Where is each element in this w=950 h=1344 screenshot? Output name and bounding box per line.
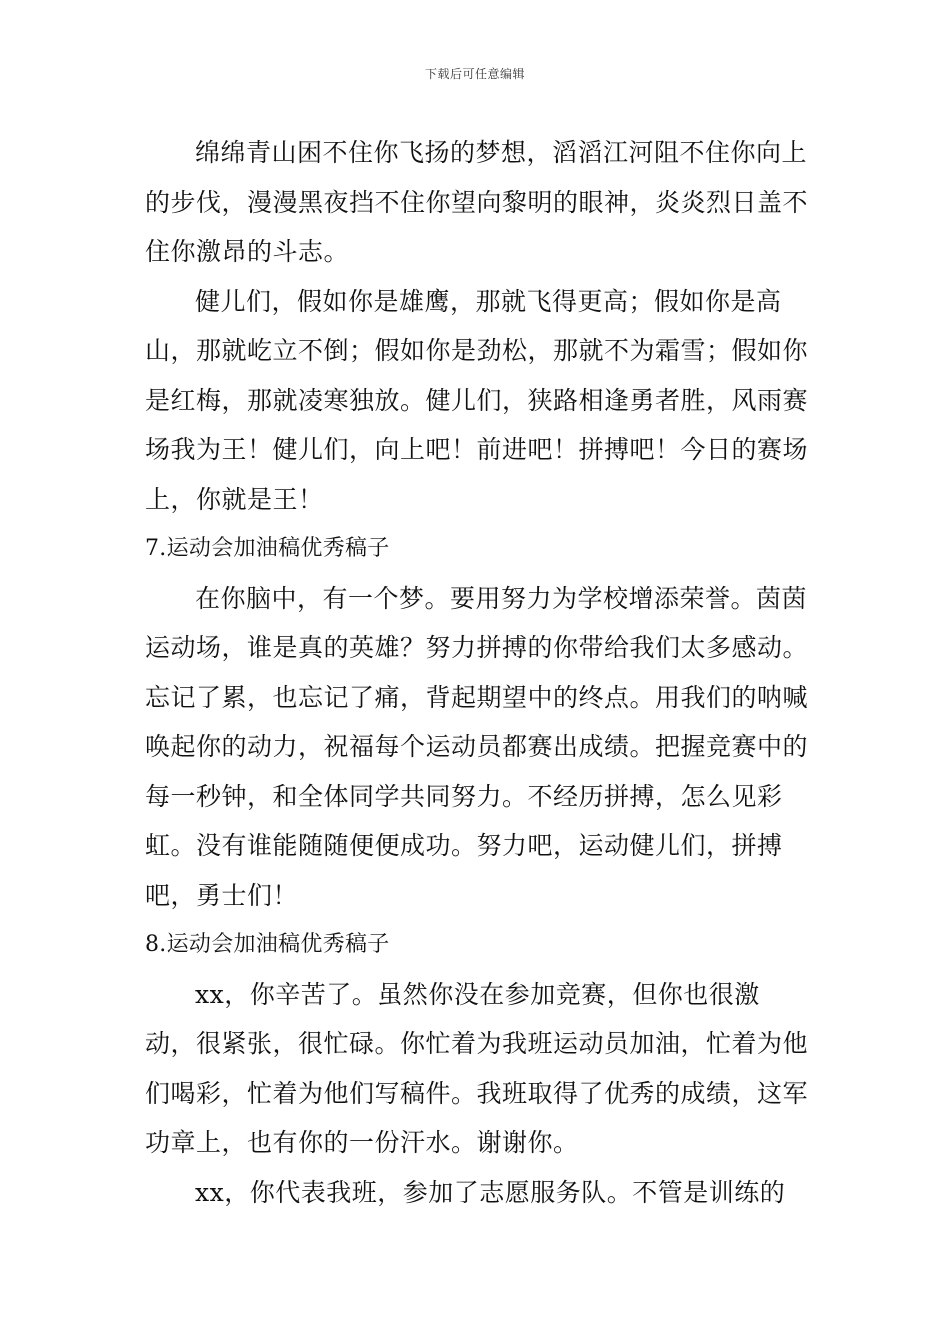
- paragraph: 健儿们，假如你是雄鹰，那就飞得更高；假如你是高山，那就屹立不倒；假如你是劲松，那就不为霜雪；假如你是红梅，那就凌寒独放。健儿们，狭路相逢勇者胜，风雨赛场我为王！健儿们，向上吧！前进吧！拼搏吧！今日的赛场上，你就是王！: [145, 286, 809, 514]
- paragraph: xx，你辛苦了。虽然你没在参加竞赛，但你也很激动，很紧张，很忙碌。你忙着为我班运动员加油，忙着为他们喝彩，忙着为他们写稿件。我班取得了优秀的成绩，这军功章上，也有你的一份汗水。谢谢你。: [145, 979, 809, 1157]
- paragraph: xx，你代表我班，参加了志愿服务队。不管是训练的: [195, 1177, 786, 1207]
- section-heading: 7.运动会加油稿优秀稿子: [145, 536, 390, 561]
- document-body: [145, 128, 810, 1217]
- paragraph: 在你脑中，有一个梦。要用努力为学校增添荣誉。茵茵运动场，谁是真的英雄？努力拼搏的你带给我们太多感动。忘记了累，也忘记了痛，背起期望中的终点。用我们的呐喊唤起你的动力，祝福每个运动员都赛出成绩。把握竞赛中的每一秒钟，和全体同学共同努力。不经历拼搏，怎么见彩虹。没有谁能随随便便成功。努力吧，运动健儿们，拼搏吧，勇士们！: [145, 583, 809, 910]
- header-note: 下载后可任意编辑: [424, 67, 525, 81]
- paragraph: 绵绵青山困不住你飞扬的梦想，滔滔江河阻不住你向上的步伐，漫漫黑夜挡不住你望向黎明的眼神，炎炎烈日盖不住你激昂的斗志。: [145, 138, 809, 266]
- section-heading: 8.运动会加油稿优秀稿子: [145, 932, 390, 957]
